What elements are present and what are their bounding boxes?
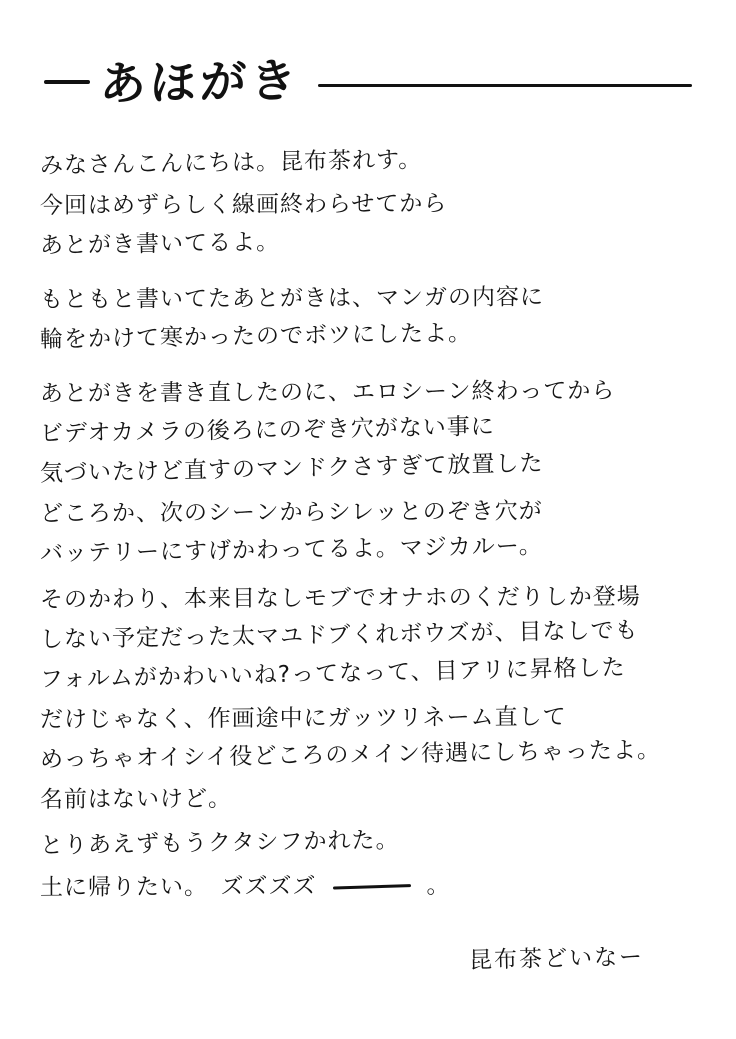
text-line: 今回はめずらしく線画終わらせてから (39, 190, 448, 219)
text-line: みなさんこんにちは。昆布茶れす。 (39, 146, 423, 179)
paragraph-4 (40, 580, 700, 820)
text-line: フォルムがかわいいね?ってなって、目アリに昇格した (39, 654, 626, 693)
final-line-after: 。 (426, 872, 451, 899)
paragraph-2 (40, 280, 700, 360)
text-line: 名前はないけど。 (39, 785, 233, 813)
paragraph-1 (40, 146, 700, 266)
text-line: あとがき書いてるよ。 (39, 229, 281, 259)
title-row (44, 52, 692, 112)
trailing-stroke (332, 884, 410, 889)
text-line: ビデオカメラの後ろにのぞき穴がない事に (39, 413, 496, 447)
text-line: バッテリーにすげかわってるよ。マジカルー。 (39, 533, 544, 567)
final-text-line (40, 865, 700, 908)
paragraph-3 (40, 374, 700, 574)
text-line: どころか、次のシーンからシレッとのぞき穴が (39, 498, 543, 527)
text-line: とりあえずもうクタシフかれた。 (39, 827, 400, 859)
text-line: だけじゃなく、作画途中にガッツリネーム直して (39, 704, 567, 733)
text-line: もともと書いてたあとがきは、マンガの内容に (39, 284, 545, 313)
final-line-before: 土に帰りたい。 ズズズズ (39, 873, 317, 901)
body-text (40, 146, 700, 908)
title-rule-right (318, 84, 692, 87)
page-title: あほがき (98, 53, 302, 111)
signature: 昆布茶どいなー (468, 944, 645, 974)
text-line: そのかわり、本来目なしモブでオナホのくだりしか登場 (39, 583, 641, 613)
paragraph-5 (40, 826, 700, 866)
text-line: しない予定だった太マユドブくれボウズが、目なしでも (39, 617, 639, 653)
text-line: あとがきを書き直したのに、エロシーン終わってから (39, 377, 616, 407)
text-line: 気づいたけど直すのマンドクさすぎて放置した (39, 450, 544, 487)
title-rule-left (44, 80, 90, 84)
text-line: 輪をかけて寒かったのでボツにしたよ。 (39, 320, 473, 353)
text-line: めっちゃオイシイ役どころのメイン待遇にしちゃったよ。 (39, 737, 662, 773)
